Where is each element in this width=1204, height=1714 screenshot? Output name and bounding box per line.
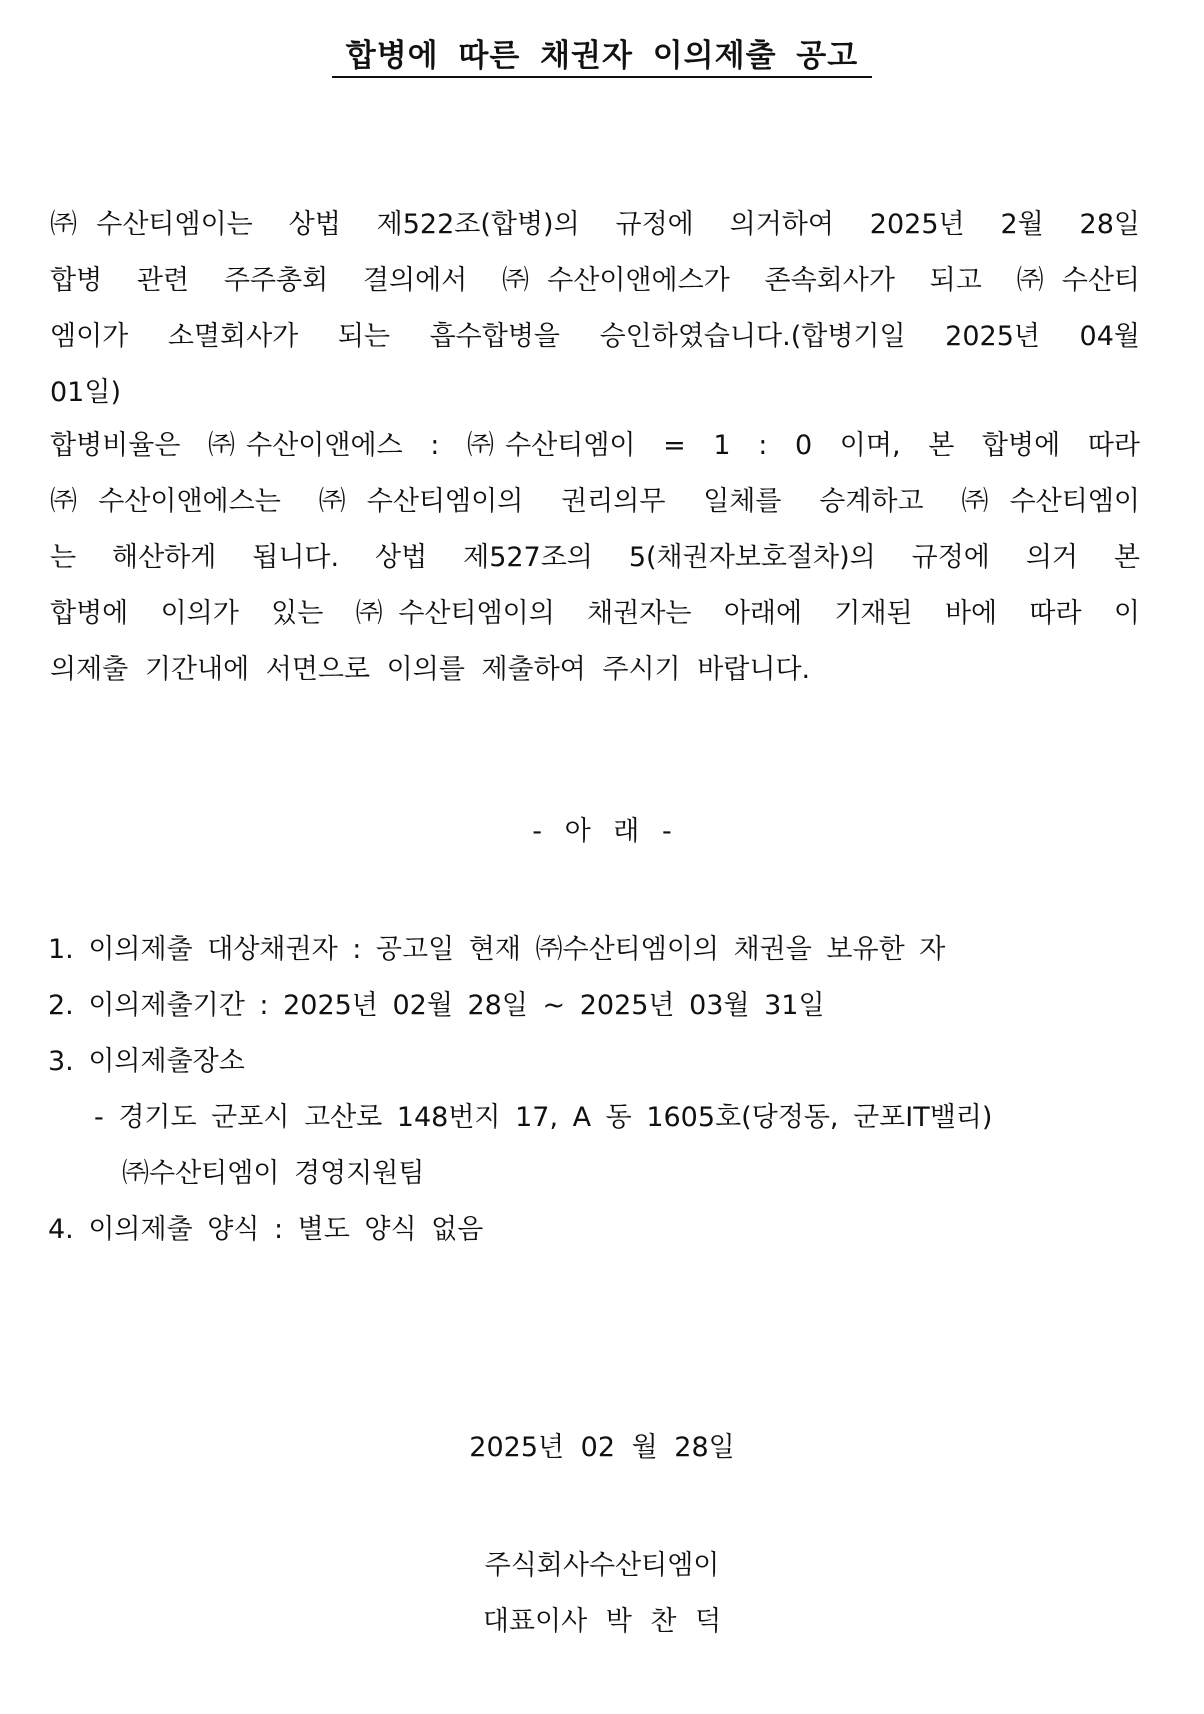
- item-objection-period: 2. 이의제출기간 : 2025년 02월 28일 ~ 2025년 03월 31일: [48, 990, 825, 1021]
- item-objection-form: 4. 이의제출 양식 : 별도 양식 없음: [48, 1214, 484, 1245]
- paragraph2-line: ㈜수산이앤에스는 ㈜수산티엠이의 권리의무 일체를 승계하고 ㈜수산티엠이: [50, 486, 1140, 517]
- paragraph1-line: 엠이가 소멸회사가 되는 흡수합병을 승인하였습니다.(합병기일 2025년 04월: [50, 321, 1140, 352]
- representative-name: 대표이사 박 찬 덕: [482, 1606, 722, 1637]
- item-objection-team: ㈜수산티엠이 경영지원팀: [122, 1158, 425, 1189]
- item-target-creditors: 1. 이의제출 대상채권자 : 공고일 현재 ㈜수산티엠이의 채권을 보유한 자: [48, 934, 946, 965]
- paragraph1-line: 01일): [50, 377, 121, 408]
- item-objection-address: - 경기도 군포시 고산로 148번지 17, A 동 1605호(당정동, 군포IT밸리): [94, 1102, 993, 1133]
- notice-title: [0, 34, 1204, 78]
- paragraph-merger-ratio: [50, 418, 1140, 698]
- company-name: 주식회사수산티엠이: [484, 1550, 720, 1581]
- paragraph2-line: 합병에 이의가 있는 ㈜수산티엠이의 채권자는 아래에 기재된 바에 따라 이: [50, 598, 1140, 629]
- paragraph1-line: 합병 관련 주주총회 결의에서 ㈜수산이앤에스가 존속회사가 되고 ㈜수산티: [50, 265, 1140, 296]
- paragraph2-line: 의제출 기간내에 서면으로 이의를 제출하여 주시기 바랍니다.: [50, 654, 811, 685]
- paragraph2-line: 는 해산하게 됩니다. 상법 제527조의 5(채권자보호절차)의 규정에 의거 본: [50, 542, 1140, 573]
- item-objection-place: 3. 이의제출장소: [48, 1046, 245, 1077]
- notice-date: 2025년 02 월 28일: [469, 1432, 735, 1463]
- below-heading: - 아 래 -: [532, 816, 672, 847]
- objection-items-list: [48, 922, 1148, 1258]
- signature-block: [0, 1538, 1204, 1650]
- notice-title-text: 합병에 따른 채권자 이의제출 공고: [332, 38, 872, 78]
- paragraph2-line: 합병비율은 ㈜수산이앤에스 : ㈜수산티엠이 = 1 : 0 이며, 본 합병에 따라: [50, 430, 1140, 461]
- paragraph-merger-approval: [50, 197, 1140, 421]
- paragraph1-line: ㈜수산티엠이는 상법 제522조(합병)의 규정에 의거하여 2025년 2월 28일: [50, 209, 1140, 240]
